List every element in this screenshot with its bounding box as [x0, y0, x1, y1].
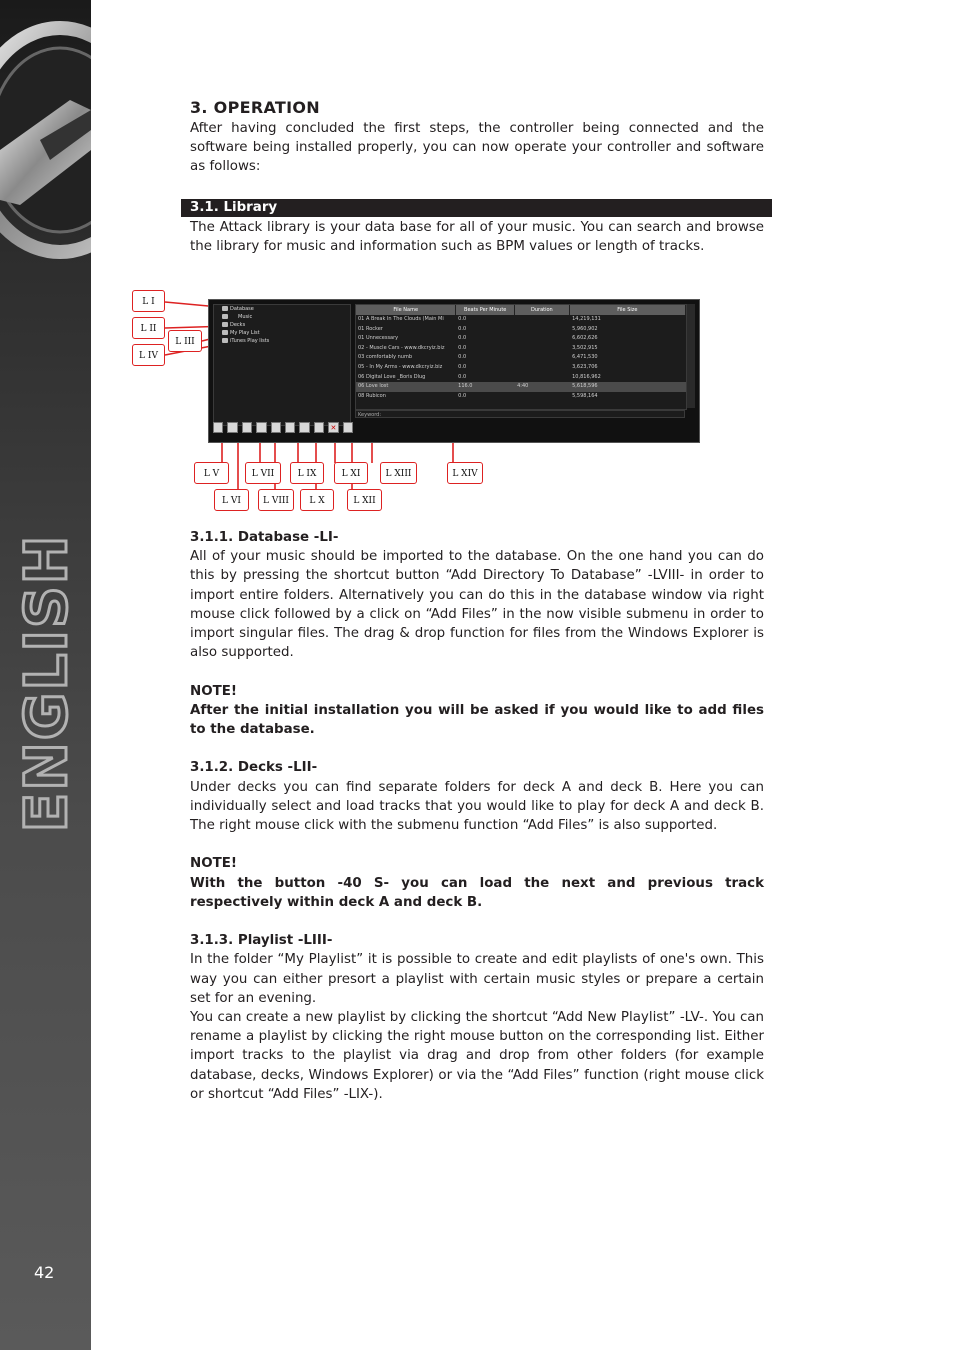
callout-l7: L VII: [245, 462, 281, 484]
table-cell-name: 08 Rubicon: [358, 392, 386, 399]
column-header-filesize[interactable]: File Size: [570, 305, 686, 315]
database-title: 3.1.1. Database -LI-: [190, 530, 339, 545]
callout-l8: L VIII: [258, 489, 294, 511]
table-row[interactable]: [356, 344, 686, 354]
table-row[interactable]: [356, 392, 686, 402]
table-cell-size: 5,960,902: [572, 325, 598, 332]
tree-item-playlist[interactable]: My Play List: [214, 329, 350, 337]
callout-l14: L XIV: [447, 462, 483, 484]
table-cell-name: 05 - In My Arms - www.dkcryiz.biz: [358, 363, 443, 370]
decks-note-label: NOTE!: [190, 856, 237, 872]
table-cell-dur: [515, 315, 570, 325]
decks-note: With the button -40 S- you can load the next and previous track respectively within deck A and deck B.: [190, 875, 764, 910]
table-cell-bpm: 0.0: [458, 335, 467, 342]
table-cell-dur: 4:40: [517, 383, 529, 390]
add-directory-button[interactable]: [256, 422, 266, 433]
column-header-filename[interactable]: File Name: [356, 305, 456, 315]
table-cell-dur: [515, 325, 570, 335]
keyword-field[interactable]: Keyword:: [355, 410, 685, 418]
library-body: The Attack library is your data base for all of your music. You can search and browse the library for music and information such as BPM values or length of tracks.: [190, 220, 764, 255]
track-table: [355, 304, 687, 410]
table-header: [356, 305, 686, 315]
callout-l12: L XII: [347, 489, 382, 511]
playlist-body-2: You can create a new playlist by clicking the shortcut “Add New Playlist” -LV-. You can rename a playlist by clicking the right mouse button on the corresponding list. Either import tracks to the playlist via drag and drop from other folders (for example database, decks, Windows Explorer) or via the “Add Files” function (right mouse click or shortcut “Add Files” -LIX-).: [190, 1010, 764, 1102]
table-cell-size: 14,219,131: [572, 316, 601, 322]
tree-item-music[interactable]: Music: [214, 313, 350, 321]
table-cell-bpm: 0.0: [458, 373, 467, 380]
main-content: [190, 98, 764, 177]
library-title: 3.1. Library: [190, 200, 278, 215]
playlist-body-1: In the folder “My Playlist” it is possible to create and edit playlists of one's own. This way you can either presort a playlist with certain music styles or prepare a certain set for an evening.: [190, 952, 764, 1006]
add-playlist-button[interactable]: [213, 422, 223, 433]
table-cell-size: 6,602,626: [572, 335, 598, 342]
table-cell-dur: [515, 392, 570, 402]
tree-item-itunes[interactable]: iTunes Play lists: [214, 337, 350, 345]
sidebar: [0, 0, 91, 1350]
table-cell-name: 01 Unnecessary: [358, 335, 399, 342]
table-row[interactable]: [356, 382, 686, 392]
table-cell-size: 3,502,915: [572, 344, 598, 351]
table-row[interactable]: [356, 334, 686, 344]
table-cell-name: 06 Love lost: [358, 383, 389, 390]
table-row[interactable]: [356, 325, 686, 335]
software-screenshot: [208, 299, 700, 443]
toolbar-button-8[interactable]: [314, 422, 324, 433]
database-note: After the initial installation you will be asked if you would like to add files to the database.: [190, 702, 764, 738]
table-row[interactable]: [356, 363, 686, 373]
table-cell-name: 02 - Muscle Cars - www.dkcryiz.biz: [358, 344, 445, 351]
tree-item-database[interactable]: Database: [214, 305, 350, 313]
callout-l10: L X: [300, 489, 334, 511]
database-section: [190, 528, 764, 1104]
database-note-label: NOTE!: [190, 683, 237, 699]
table-cell-bpm: 0.0: [458, 392, 467, 399]
table-cell-bpm: 116.0: [458, 383, 473, 390]
table-cell-size: 3,623,706: [572, 363, 598, 370]
toolbar-button-6[interactable]: [285, 422, 295, 433]
callout-l2: L II: [132, 317, 165, 339]
table-row[interactable]: [356, 315, 686, 325]
table-row[interactable]: [356, 373, 686, 383]
page-number: 42: [34, 1263, 55, 1282]
table-cell-name: 06 Digital Love _Boris Dlug: [358, 373, 426, 380]
table-cell-bpm: 0.0: [458, 354, 467, 361]
brand-logo-icon: [0, 0, 91, 270]
toolbar-button-10[interactable]: [343, 422, 353, 433]
language-label: ENGLISH: [12, 533, 80, 833]
callout-l11: L XI: [334, 462, 368, 484]
library-figure: [130, 288, 710, 518]
library-toolbar: [213, 422, 353, 436]
table-body: [356, 315, 686, 401]
tree-item-decks[interactable]: Decks: [214, 321, 350, 329]
library-tree: [213, 304, 351, 426]
decks-body: Under decks you can find separate folders for deck A and deck B. Here you can individually select and load tracks that you would like to play for deck A and deck B. The right mouse click with the submenu function “Add Files” is also supported.: [190, 779, 764, 834]
delete-icon[interactable]: ✕: [328, 422, 338, 433]
table-cell-dur: [515, 353, 570, 363]
table-cell-name: 01 Rocker: [358, 325, 383, 332]
callout-l1: L I: [132, 290, 165, 312]
table-cell-size: 10,816,962: [572, 373, 601, 380]
table-cell-bpm: 0.0: [458, 344, 467, 351]
playlist-title: 3.1.3. Playlist -LIII-: [190, 933, 333, 949]
table-cell-bpm: 0.0: [458, 363, 467, 370]
table-cell-dur: [515, 363, 570, 373]
table-cell-name: 01 A Break In The Clouds (Main Mi: [358, 316, 444, 322]
decks-title: 3.1.2. Decks -LII-: [190, 760, 318, 776]
table-cell-size: 6,471,530: [572, 354, 598, 361]
table-cell-bpm: 0.0: [458, 325, 467, 332]
section-intro: After having concluded the first steps, the controller being connected and the software being installed properly, you can now operate your controller and software as follows:: [190, 121, 764, 175]
column-header-duration[interactable]: Duration: [515, 305, 570, 315]
table-cell-size: 5,598,164: [572, 392, 598, 399]
table-cell-size: 5,618,596: [572, 383, 598, 390]
callout-l4: L IV: [132, 344, 165, 366]
callout-l6: L VI: [214, 489, 249, 511]
callout-l5: L V: [194, 462, 229, 484]
section-title: 3. OPERATION: [190, 98, 320, 117]
table-cell-name: 03 comfortably numb: [358, 354, 413, 361]
callout-l3: L III: [168, 330, 202, 352]
callout-l9: L IX: [290, 462, 324, 484]
table-scrollbar[interactable]: [687, 304, 695, 408]
database-body: All of your music should be imported to the database. On the one hand you can do this by pressing the shortcut button “Add Directory To Database” -LVIII- in order to import entire folders. Alternatively you can do this in the database window via right mouse click followed by a click on “Add Files” in the now visible submenu in order to import singular files. The drag & drop function for files from the Windows Explorer is also supported.: [190, 549, 764, 661]
table-cell-dur: [515, 344, 570, 354]
toolbar-button-3[interactable]: [242, 422, 252, 433]
library-heading-bar: [181, 199, 772, 217]
table-row[interactable]: [356, 353, 686, 363]
add-files-button[interactable]: [271, 422, 281, 433]
column-header-bpm[interactable]: Beats Per Minute: [456, 305, 515, 315]
table-cell-dur: [515, 334, 570, 344]
toolbar-button-7[interactable]: [299, 422, 309, 433]
table-cell-bpm: 0.0: [458, 316, 467, 322]
table-cell-dur: [515, 373, 570, 383]
callout-l13: L XIII: [380, 462, 417, 484]
toolbar-button-2[interactable]: [227, 422, 237, 433]
